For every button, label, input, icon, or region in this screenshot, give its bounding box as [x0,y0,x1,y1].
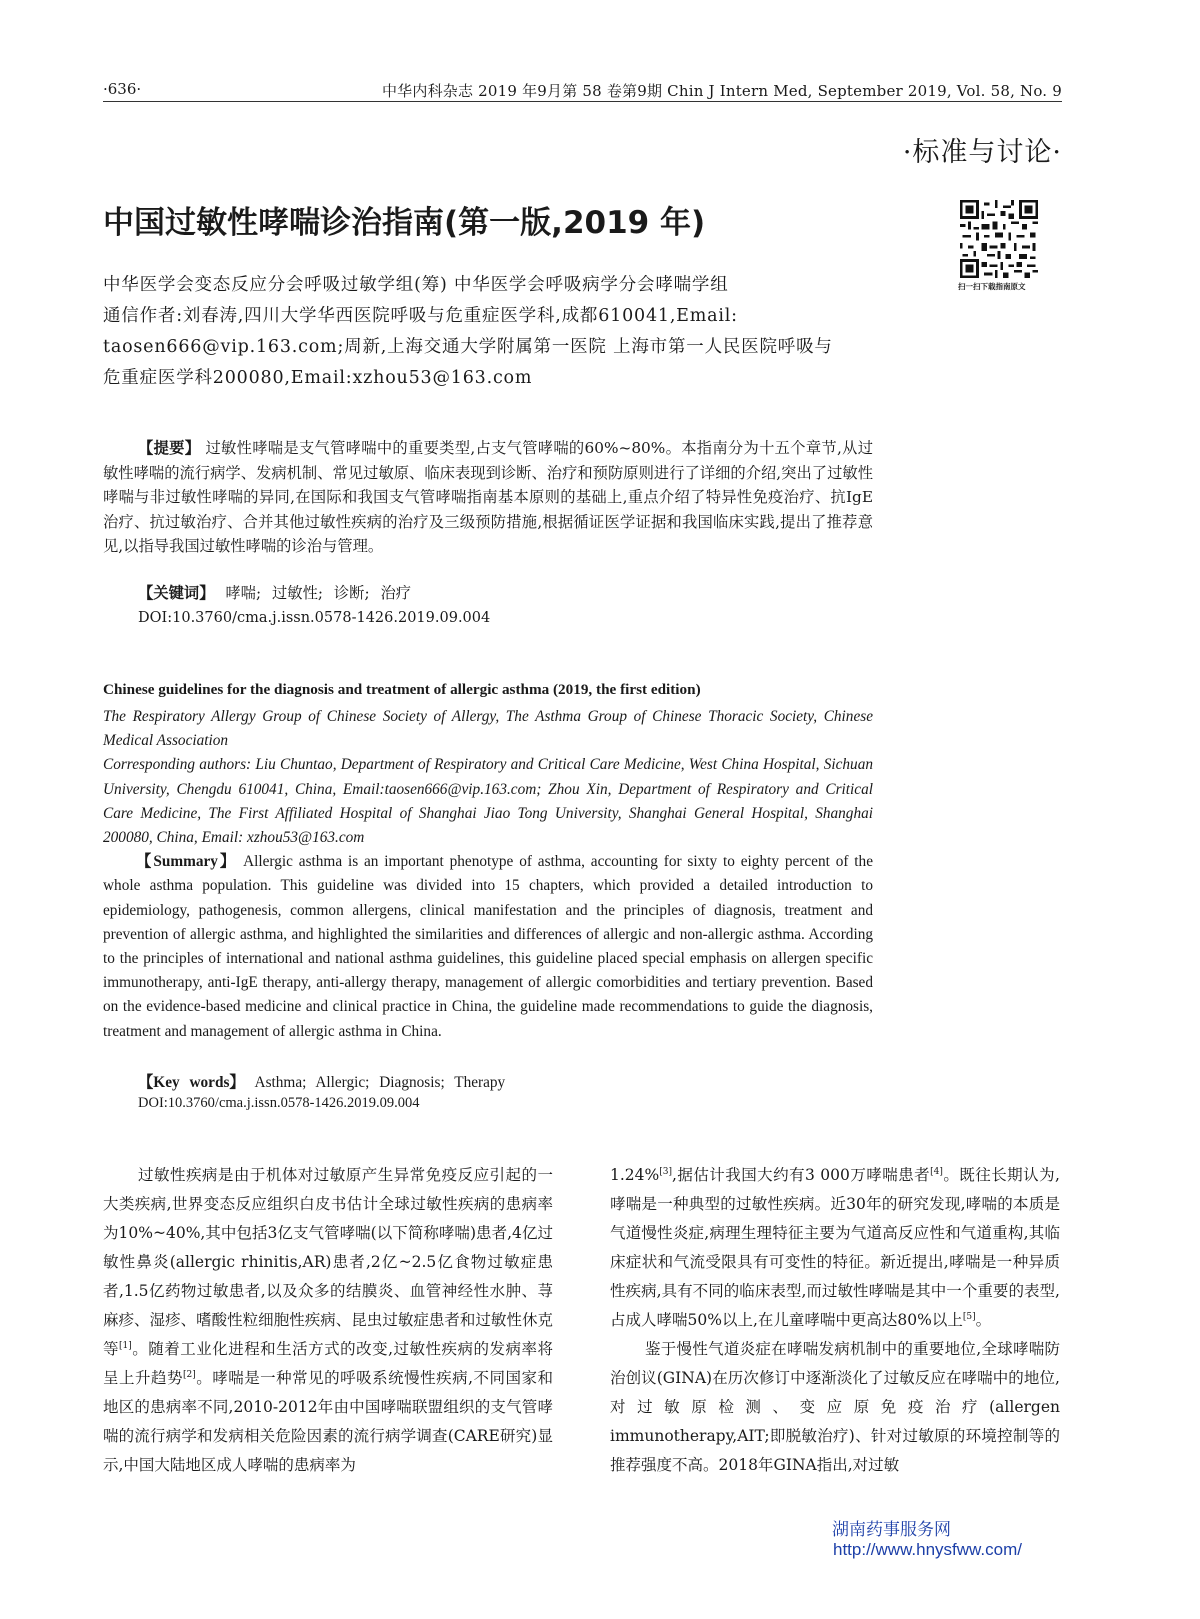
body-text: 。 [975,1311,992,1329]
qr-caption: 扫一扫下载指南原文 [958,282,1026,291]
body-paragraph [610,1161,1060,1335]
author-line: taosen666@vip.163.com;周新,上海交通大学附属第一医院 上海市第一人民医院呼吸与 [103,337,833,357]
en-keywords-label: 【Key words】 [138,1074,245,1091]
english-doi: DOI:10.3760/cma.j.issn.0578-1426.2019.09.004 [138,1095,420,1111]
section-label: ·标准与讨论· [902,137,1062,168]
citation[interactable]: [4] [930,1166,943,1177]
header-rule [103,101,1062,102]
author-line: 中华医学会变态反应分会呼吸过敏学组(筹) 中华医学会呼吸病学分会哮喘学组 [103,275,729,295]
running-head: 中华内科杂志 2019 年9月第 58 卷第9期 Chin J Intern Med, September 2019, Vol. 58, No. 9 [381,82,1062,100]
author-line: 危重症医学科200080,Email:xzhou53@163.com [103,368,533,388]
watermark-name[interactable]: 湖南药事服务网 [832,1520,951,1540]
english-keywords [138,1070,505,1092]
abstract-text: 过敏性哮喘是支气管哮喘中的重要类型,占支气管哮喘的60%~80%。本指南分为十五个章节,从过敏性哮喘的流行病学、发病机制、常见过敏原、临床表现到诊断、治疗和预防原则进行了详细的介绍,突出了过敏性哮喘与非过敏性哮喘的异同,在国际和我国支气管哮喘指南基本原则的基础上,重点介绍了特异性免疫治疗、抗IgE治疗、抗过敏治疗、合并其他过敏性疾病的治疗及三级预防措施,根据循证医学证据和我国临床实践,提出了推荐意见,以指导我国过敏性哮喘的诊治与管理。 [103,439,873,555]
chinese-keywords [138,581,411,603]
summary-label: 【Summary】 [136,853,238,871]
citation[interactable]: [3] [659,1166,672,1177]
keywords-label: 【关键词】 [138,584,215,602]
summary-text: Allergic asthma is an important phenotype of asthma, accounting for sixty to eighty percent of the whole asthma population. This guideline was divided into 15 chapters, which provided a detailed introduction to epidemiology, pathogenesis, common allergens, clinical manifestation and the principles of diagnosis, treatment and prevention of allergic asthma, and highlighted the similarities and differences of allergic and non-allergic asthma. According to the principles of international and national asthma guidelines, this guideline placed special emphasis on allergen specific immunotherapy, anti-IgE therapy, anti-allergy therapy, management of allergic comorbidities and tertiary prevention. Based on the evidence-based medicine and clinical practice in China, the guideline made recommendations to guide the diagnosis, treatment and management of allergic asthma in China. [103,853,873,1040]
author-block [103,270,903,394]
citation[interactable]: [1] [119,1340,132,1351]
english-groups: The Respiratory Allergy Group of Chinese Society of Allergy, The Asthma Group of Chinese Thoracic Society, Chinese Medical Association [103,708,873,750]
body-text: 。哮喘是一种常见的呼吸系统慢性疾病,不同国家和地区的患病率不同,2010-2012年由中国哮喘联盟组织的支气管哮喘的流行病学和发病相关危险因素的流行病学调查(CARE研究)显示,中国大陆地区成人哮喘的患病率为 [103,1369,553,1474]
body-paragraph: 鉴于慢性气道炎症在哮喘发病机制中的重要地位,全球哮喘防治创议(GINA)在历次修订中逐渐淡化了过敏反应在哮喘中的地位,对过敏原检测、变应原免疫治疗(allergen immunotherapy,AIT;即脱敏治疗)、针对过敏原的环境控制等的推荐强度不高。2018年GINA指出,对过敏 [610,1340,1060,1474]
page-number: ·636· [103,80,142,98]
keywords-text: 哮喘; 过敏性; 诊断; 治疗 [214,584,412,602]
citation[interactable]: [5] [962,1311,976,1322]
english-abstract-block [103,705,873,1044]
abstract-label: 【提要】 [138,439,201,457]
author-line: 通信作者:刘春涛,四川大学华西医院呼吸与危重症医学科,成都610041,Email: [103,306,738,326]
en-keywords-text: Asthma; Allergic; Diagnosis; Therapy [244,1074,506,1091]
article-title: 中国过敏性哮喘诊治指南(第一版,2019 年) [103,205,706,241]
qr-code-icon [960,200,1038,278]
body-paragraph [103,1161,553,1480]
english-summary [103,850,873,1044]
body-column-left [103,1161,553,1480]
citation[interactable]: [2] [182,1369,196,1380]
body-text: 。既往长期认为,哮喘是一种典型的过敏性疾病。近30年的研究发现,哮喘的本质是气道慢性炎症,病理生理特征主要为气道高反应性和气道重构,其临床症状和气流受限具有可变性的特征。新近提出,哮喘是一种异质性疾病,具有不同的临床表型,而过敏性哮喘是其中一个重要的表型,占成人哮喘50%以上,在儿童哮喘中更高达80%以上 [610,1166,1060,1329]
body-text: 过敏性疾病是由于机体对过敏原产生异常免疫反应引起的一大类疾病,世界变态反应组织白皮书估计全球过敏性疾病的患病率为10%~40%,其中包括3亿支气管哮喘(以下简称哮喘)患者,4亿过敏性鼻炎(allergic rhinitis,AR)患者,2亿~2.5亿食物过敏症患者,1.5亿药物过敏患者,以及众多的结膜炎、血管神经性水肿、荨麻疹、湿疹、嗜酸性粒细胞性疾病、昆虫过敏症患者和过敏性休克等 [103,1166,553,1358]
watermark-url[interactable]: http://www.hnysfww.com/ [833,1540,1022,1559]
body-text: 。随着工业化进程和生活方式的改变,过敏性疾病的发病率将呈上升趋势 [103,1340,553,1387]
english-corresponding: Corresponding authors: Liu Chuntao, Department of Respiratory and Critical Care Medicine, West China Hospital, Sichuan University, Chengdu 610041, China, Email:taosen666@vip.163.com; Zhou Xin, Department of Respiratory and Critical Care Medicine, The First Affiliated Hospital of Shanghai Jiao Tong University, Shanghai General Hospital, Shanghai 200080, China, Email: xzhou53@163.com [103,756,873,847]
body-text: 1.24% [610,1166,660,1184]
english-title: Chinese guidelines for the diagnosis and treatment of allergic asthma (2019, the first edition) [103,681,701,698]
chinese-doi: DOI:10.3760/cma.j.issn.0578-1426.2019.09.004 [138,610,491,626]
chinese-abstract [103,436,873,559]
body-column-right [610,1161,1060,1480]
body-text: ,据估计我国大约有3 000万哮喘患者 [672,1166,931,1184]
